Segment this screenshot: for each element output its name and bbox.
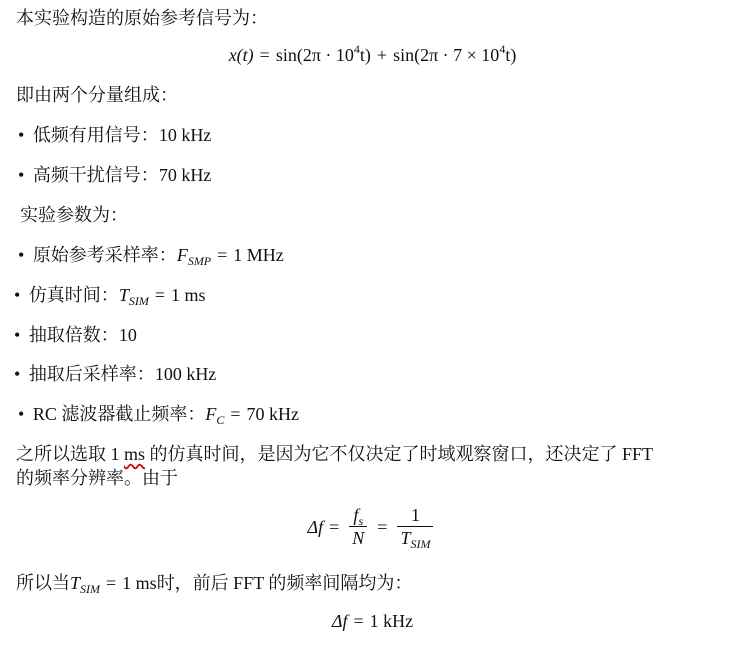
explanation-line-2: 的频率分辨率。由于 <box>16 468 178 488</box>
param-symbol: F <box>176 245 188 265</box>
param-symbol: T <box>118 285 129 305</box>
signal-term1-exp: 4 <box>353 42 360 56</box>
fraction-numerator: 1 <box>397 504 433 527</box>
component-label: 高频干扰信号： <box>32 165 159 185</box>
param-equals: = <box>154 285 165 305</box>
signal-term1-tail: t) <box>359 45 371 65</box>
param-value: 1 ms <box>170 285 206 305</box>
conclusion-pre: 所以当 <box>16 573 70 593</box>
final-value: 1 kHz <box>369 611 414 631</box>
signal-equation <box>0 42 745 68</box>
param-label: 仿真时间： <box>28 285 119 305</box>
param-symbol: F <box>205 404 217 424</box>
component-item-low <box>18 122 211 148</box>
fraction-one-over-tsim <box>397 504 433 549</box>
resolution-equals-1: = <box>329 516 340 537</box>
component-label: 低频有用信号： <box>32 125 159 145</box>
signal-term2-exp: 4 <box>499 42 506 56</box>
param-label: 原始参考采样率： <box>32 245 177 265</box>
resolution-equals-2: = <box>377 516 388 537</box>
resolution-lhs: Δf <box>307 516 324 537</box>
param-subscript: SIM <box>128 294 149 308</box>
param-label: RC 滤波器截止频率： <box>32 404 206 424</box>
final-lhs: Δf <box>331 611 348 631</box>
conclusion-text <box>16 570 412 596</box>
param-item-sim-time <box>14 282 206 308</box>
param-item-rc-cutoff <box>18 401 299 427</box>
param-label: 抽取倍数： <box>28 325 119 345</box>
resolution-equation <box>0 504 745 549</box>
signal-term2-tail: t) <box>505 45 517 65</box>
param-label: 抽取后采样率： <box>28 364 155 384</box>
component-item-high <box>18 162 211 188</box>
fraction-denominator: N <box>352 528 365 548</box>
param-value: 1 MHz <box>233 245 284 265</box>
conclusion-symbol: T <box>70 573 81 593</box>
explanation-line-1 <box>16 441 653 467</box>
fraction-denominator: T <box>400 528 411 548</box>
signal-plus: + <box>376 45 388 65</box>
explanation-part: 的仿真时间，是因为它不仅决定了时域观察窗口，还决定了 FFT <box>145 444 654 464</box>
param-value: 70 kHz <box>246 404 299 424</box>
param-item-sample-rate <box>18 242 284 268</box>
fraction-numerator-sub: s <box>358 514 364 528</box>
param-item-decimated-rate <box>14 361 216 387</box>
conclusion-post: 时，前后 FFT 的频率间隔均为： <box>156 573 413 593</box>
param-equals: = <box>230 404 241 424</box>
fraction-fs-over-n <box>349 504 367 549</box>
final-equation <box>0 608 745 634</box>
param-value: 10 <box>118 325 137 345</box>
component-value: 70 kHz <box>158 165 212 185</box>
signal-equals: = <box>259 45 270 65</box>
conclusion-subscript: SIM <box>80 582 101 596</box>
spellcheck-word: ms <box>124 444 146 464</box>
component-value: 10 kHz <box>158 125 212 145</box>
signal-lhs: x(t) <box>228 45 254 65</box>
explanation-part: 之所以选取 1 <box>16 444 124 464</box>
fraction-denominator-sub: SIM <box>410 537 431 551</box>
param-equals: = <box>217 245 228 265</box>
param-value: 100 kHz <box>154 364 217 384</box>
params-intro: 实验参数为： <box>20 205 128 225</box>
param-item-decimation <box>14 322 137 348</box>
fraction-numerator: f <box>353 505 359 525</box>
param-subscript: C <box>216 413 225 427</box>
signal-term1: sin(2π · 10 <box>275 45 354 65</box>
conclusion-value: 1 ms <box>122 573 157 593</box>
final-equals: = <box>353 611 364 631</box>
signal-term2: sin(2π · 7 × 10 <box>393 45 500 65</box>
intro-text: 本实验构造的原始参考信号为： <box>16 8 268 28</box>
param-subscript: SMP <box>187 254 212 268</box>
components-intro: 即由两个分量组成： <box>16 85 178 105</box>
conclusion-equals: = <box>106 573 117 593</box>
